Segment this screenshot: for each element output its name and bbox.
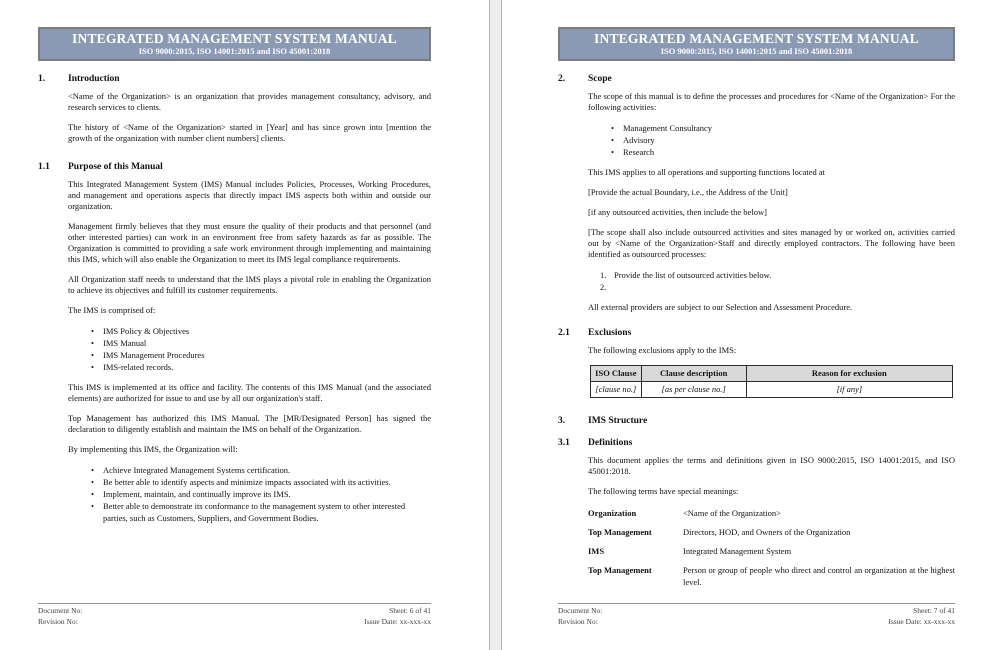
list-item: • IMS-related records. <box>90 361 431 373</box>
paragraph: Top Management has authorized this IMS Manual. The [MR/Designated Person] has signed the declaration to diligently establish and maintain the IMS on behalf of the Organization. <box>68 413 431 434</box>
paragraph: [if any outsourced activities, then include the below] <box>588 207 767 217</box>
definition-term: IMS <box>588 546 605 556</box>
section-title: Introduction <box>68 74 120 84</box>
page-7[interactable] <box>558 27 955 595</box>
paragraph: The following exclusions apply to the IMS: <box>588 345 737 355</box>
definition-row <box>588 526 955 538</box>
list-item: • Management Consultancy <box>610 122 955 134</box>
outsourced-activities-list <box>600 269 955 293</box>
list-number: 1. <box>600 270 607 280</box>
activities-list <box>610 122 955 158</box>
list-number: 2. <box>600 282 607 292</box>
definition-text: Person or group of people who direct and control an organization at the highest level. <box>683 565 955 587</box>
footer-revision-no: Revision No: <box>558 616 598 626</box>
list-item: • IMS Management Procedures <box>90 349 431 361</box>
footer-sheet: Sheet: 7 of 41 <box>913 606 955 615</box>
paragraph: All Organization staff needs to understand that the IMS plays a pivotal role in enabling the Organization to achieve its objectives and fulfill its customer requirements. <box>68 274 431 295</box>
table-cell: [as per clause no.] <box>641 382 746 398</box>
definition-row <box>588 545 955 557</box>
table-header-row <box>591 366 953 382</box>
paragraph: The IMS is comprised of: <box>68 305 156 315</box>
document-title-banner <box>38 27 431 61</box>
section-number: 3. <box>558 416 566 426</box>
section-title: Purpose of this Manual <box>68 162 163 172</box>
ims-benefits-list <box>90 464 431 524</box>
paragraph: [The scope shall also include outsourced activities and sites managed by or worked on, activities carried out by <Name of the Organization>Staff and directly employed contractors. The following have been identified as outsourced processes: <box>588 227 955 259</box>
definition-text: Directors, HOD, and Owners of the Organization <box>683 527 851 537</box>
footer-revision-no: Revision No: <box>38 616 78 626</box>
document-subtitle: ISO 9000:2015, ISO 14001:2015 and ISO 45001:2018 <box>138 46 331 56</box>
section-number: 2. <box>558 74 566 84</box>
definition-row <box>588 507 955 519</box>
document-title: INTEGRATED MANAGEMENT SYSTEM MANUAL <box>594 31 919 46</box>
definition-term: Top Management <box>588 527 652 537</box>
section-heading-1 <box>38 73 431 85</box>
section-number: 1.1 <box>38 162 50 172</box>
footer-document-no: Document No: <box>38 606 83 615</box>
paragraph: Management firmly believes that they must ensure the quality of their products and that personnel (and other interested parties) can work in an environment free from safety hazards as far as possible. The Organization is committed to providing a safe work environment through implementing and maintaining this IMS, which will also enable the Organization to meet its IMS legal compliance requirements. <box>68 221 431 264</box>
section-1-body <box>68 91 431 144</box>
section-number: 1. <box>38 74 46 84</box>
list-item: • Advisory <box>610 134 955 146</box>
table-row <box>591 382 953 398</box>
list-item <box>600 269 955 281</box>
section-title: Exclusions <box>588 328 632 338</box>
page-6-footer <box>38 603 431 627</box>
section-title: Definitions <box>588 438 633 448</box>
table-header-cell: Clause description <box>641 366 746 382</box>
footer-right <box>364 606 431 627</box>
page-7-footer <box>558 603 955 627</box>
table-header-cell: ISO Clause <box>591 366 642 382</box>
paragraph: This IMS is implemented at its office and facility. The contents of this IMS Manual (and the associated elements) are authorized for issue to and use by all our organization's staff. <box>68 382 431 403</box>
paragraph: All external providers are subject to our Selection and Assessment Procedure. <box>588 302 853 312</box>
definition-text: Integrated Management System <box>683 546 792 556</box>
footer-sheet: Sheet: 6 of 41 <box>389 606 431 615</box>
definition-term: Top Management <box>588 565 652 575</box>
section-title: Scope <box>588 74 612 84</box>
section-heading-2-1 <box>558 327 955 339</box>
paragraph: The scope of this manual is to define the processes and procedures for <Name of the Organization> For the following activities: <box>588 91 955 112</box>
list-item: • Achieve Integrated Management Systems certification. <box>90 464 431 476</box>
page-6[interactable] <box>38 27 431 533</box>
list-item: • Research <box>610 146 955 158</box>
list-item: • Better able to demonstrate its conformance to the management system to other interested parties, such as Customers, Suppliers, and Government Bodies. <box>90 500 431 524</box>
document-title-banner <box>558 27 955 61</box>
paragraph: <Name of the Organization> is an organization that provides management consultancy, advisory, and research services to clients. <box>68 91 431 112</box>
list-item: • IMS Policy & Objectives <box>90 325 431 337</box>
paragraph: By implementing this IMS, the Organization will: <box>68 444 238 454</box>
list-item: • Be better able to identify aspects and minimize impacts associated with its activities. <box>90 476 431 488</box>
page-gap <box>489 0 502 650</box>
paragraph: This Integrated Management System (IMS) Manual includes Policies, Processes, Working Procedures, and management and operations aspects that directly impact IMS aspects both within and outside our organization. <box>68 179 431 211</box>
paragraph: [Provide the actual Boundary, i.e., the Address of the Unit] <box>588 187 788 197</box>
definition-term: Organization <box>588 508 637 518</box>
paragraph: The following terms have special meanings: <box>588 486 739 496</box>
section-heading-1-1 <box>38 161 431 173</box>
footer-issue-date: Issue Date: xx-xxx-xx <box>888 616 955 626</box>
section-heading-3 <box>558 415 955 427</box>
footer-left <box>38 606 82 627</box>
footer-issue-date: Issue Date: xx-xxx-xx <box>364 616 431 626</box>
definition-text: <Name of the Organization> <box>683 508 781 518</box>
paragraph: This IMS applies to all operations and supporting functions located at <box>588 167 826 177</box>
paragraph: This document applies the terms and definitions given in ISO 9000:2015, ISO 14001:2015, and ISO 45001:2018. <box>588 455 955 476</box>
ims-components-list <box>90 325 431 373</box>
list-item: • Implement, maintain, and continually improve its IMS. <box>90 488 431 500</box>
definition-row <box>588 564 955 588</box>
section-number: 3.1 <box>558 438 570 448</box>
list-item: • IMS Manual <box>90 337 431 349</box>
section-2-body <box>588 91 955 313</box>
section-3-1-body <box>588 455 955 588</box>
section-2-1-body <box>588 345 955 398</box>
footer-document-no: Document No: <box>558 606 603 615</box>
table-header-cell: Reason for exclusion <box>746 366 952 382</box>
document-title: INTEGRATED MANAGEMENT SYSTEM MANUAL <box>72 31 397 46</box>
section-heading-3-1 <box>558 437 955 449</box>
list-item <box>600 281 955 293</box>
section-number: 2.1 <box>558 328 570 338</box>
document-subtitle: ISO 9000:2015, ISO 14001:2015 and ISO 45001:2018 <box>660 46 853 56</box>
footer-left <box>558 606 602 627</box>
footer-right <box>888 606 955 627</box>
table-cell: [if any] <box>746 382 952 398</box>
section-title: IMS Structure <box>588 416 648 426</box>
list-text: Provide the list of outsourced activities below. <box>614 270 772 280</box>
exclusions-table <box>590 365 953 398</box>
section-heading-2 <box>558 73 955 85</box>
section-1-1-body <box>68 179 431 524</box>
table-cell: [clause no.] <box>591 382 642 398</box>
definitions-list <box>588 507 955 588</box>
paragraph: The history of <Name of the Organization> started in [Year] and has since grown into [mention the growth of the organization with number client numbers] clients. <box>68 122 431 143</box>
